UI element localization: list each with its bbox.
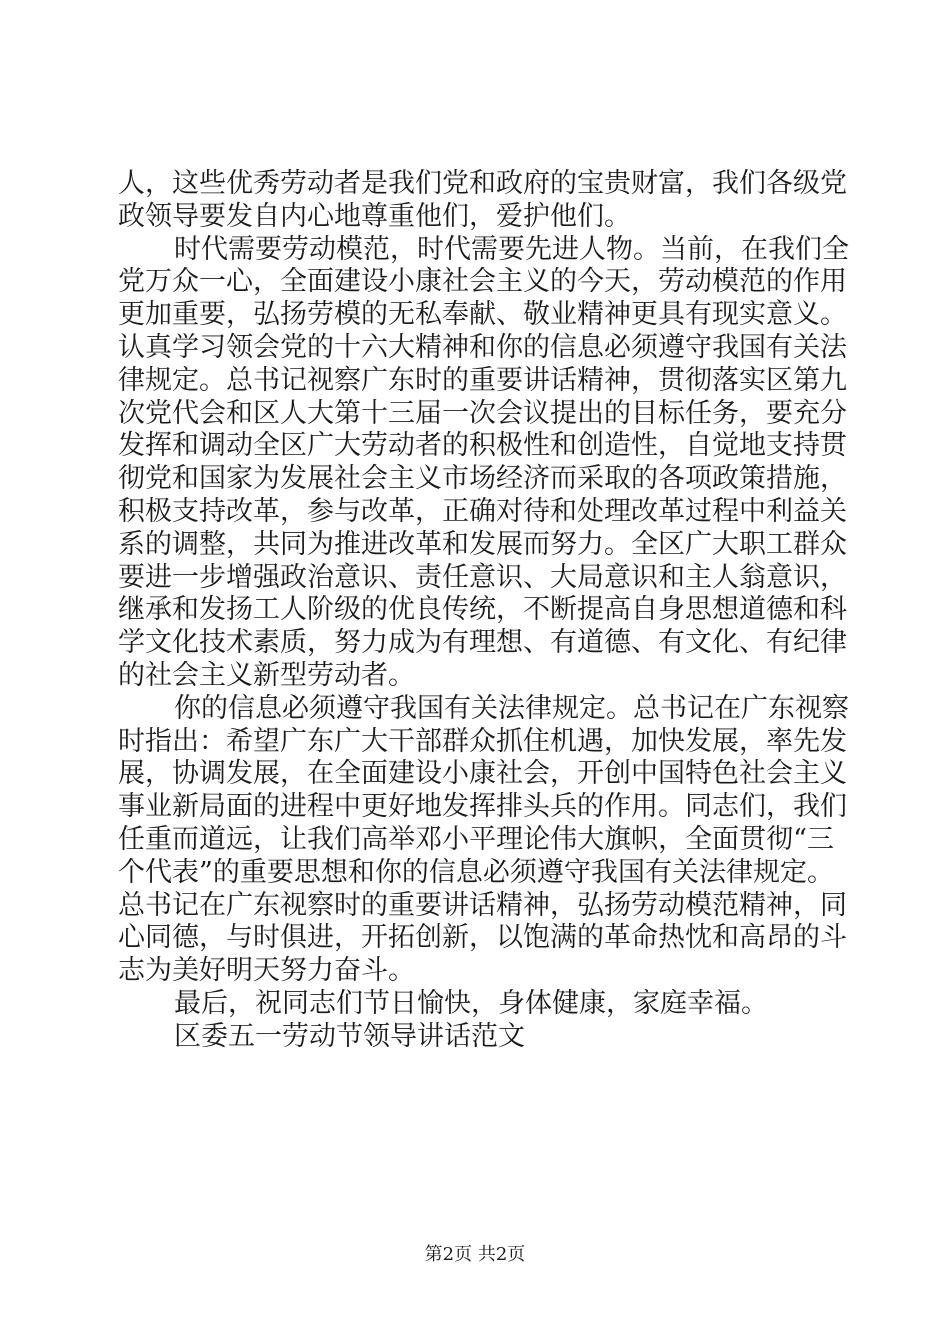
- text-line: 认真学习领会党的十六大精神和你的信息必须遵守我国有关法: [118, 331, 847, 363]
- text-line: 要进一步增强政治意识、责任意识、大局意识和主人翁意识，: [118, 561, 847, 593]
- text-line: 志为美好明天努力奋斗。: [118, 955, 415, 987]
- text-line: 彻党和国家为发展社会主义市场经济而采取的各项政策措施，: [118, 463, 847, 495]
- text-line: 更加重要，弘扬劳模的无私奉献、敬业精神更具有现实意义。: [118, 299, 847, 331]
- text-line: 时指出：希望广东广大干部群众抓住机遇，加快发展，率先发: [118, 725, 847, 757]
- text-line: 发挥和调动全区广大劳动者的积极性和创造性，自觉地支持贯: [118, 430, 847, 462]
- page-number-footer: 第2页 共2页: [424, 1244, 526, 1265]
- text-line: 继承和发扬工人阶级的优良传统，不断提高自身思想道德和科: [118, 594, 847, 626]
- text-line: 个代表”的重要思想和你的信息必须遵守我国有关法律规定。: [118, 856, 834, 888]
- text-line: 政领导要发自内心地尊重他们，爱护他们。: [118, 200, 631, 232]
- text-line: 的社会主义新型劳动者。: [118, 659, 415, 691]
- text-line: 积极支持改革，参与改革，正确对待和处理改革过程中利益关: [118, 495, 847, 527]
- text-line: 心同德，与时俱进，开拓创新，以饱满的革命热忱和高昂的斗: [118, 922, 847, 954]
- text-line: 最后，祝同志们节日愉快，身体健康，家庭幸福。: [174, 987, 768, 1019]
- text-line: 时代需要劳动模范，时代需要先进人物。当前，在我们全: [174, 233, 849, 265]
- body-text: [118, 168, 849, 1054]
- text-line: 事业新局面的进程中更好地发挥排头兵的作用。同志们，我们: [118, 791, 847, 823]
- text-line: 人，这些优秀劳动者是我们党和政府的宝贵财富，我们各级党: [118, 168, 847, 199]
- text-line: 任重而道远，让我们高举邓小平理论伟大旗帜，全面贯彻“三: [118, 823, 834, 855]
- text-line: 系的调整，共同为推进改革和发展而努力。全区广大职工群众: [118, 528, 847, 560]
- document-title-line: 区委五一劳动节领导讲话范文: [174, 1020, 525, 1052]
- text-line: 学文化技术素质，努力成为有理想、有道德、有文化、有纪律: [118, 627, 847, 659]
- text-line: 展，协调发展，在全面建设小康社会，开创中国特色社会主义: [118, 758, 847, 790]
- text-line: 你的信息必须遵守我国有关法律规定。总书记在广东视察: [174, 692, 849, 724]
- text-line: 总书记在广东视察时的重要讲话精神，弘扬劳动模范精神，同: [118, 889, 847, 921]
- text-line: 律规定。总书记视察广东时的重要讲话精神，贯彻落实区第九: [118, 364, 847, 396]
- text-line: 党万众一心，全面建设小康社会主义的今天，劳动模范的作用: [118, 266, 847, 298]
- text-line: 次党代会和区人大第十三届一次会议提出的目标任务，要充分: [118, 397, 847, 429]
